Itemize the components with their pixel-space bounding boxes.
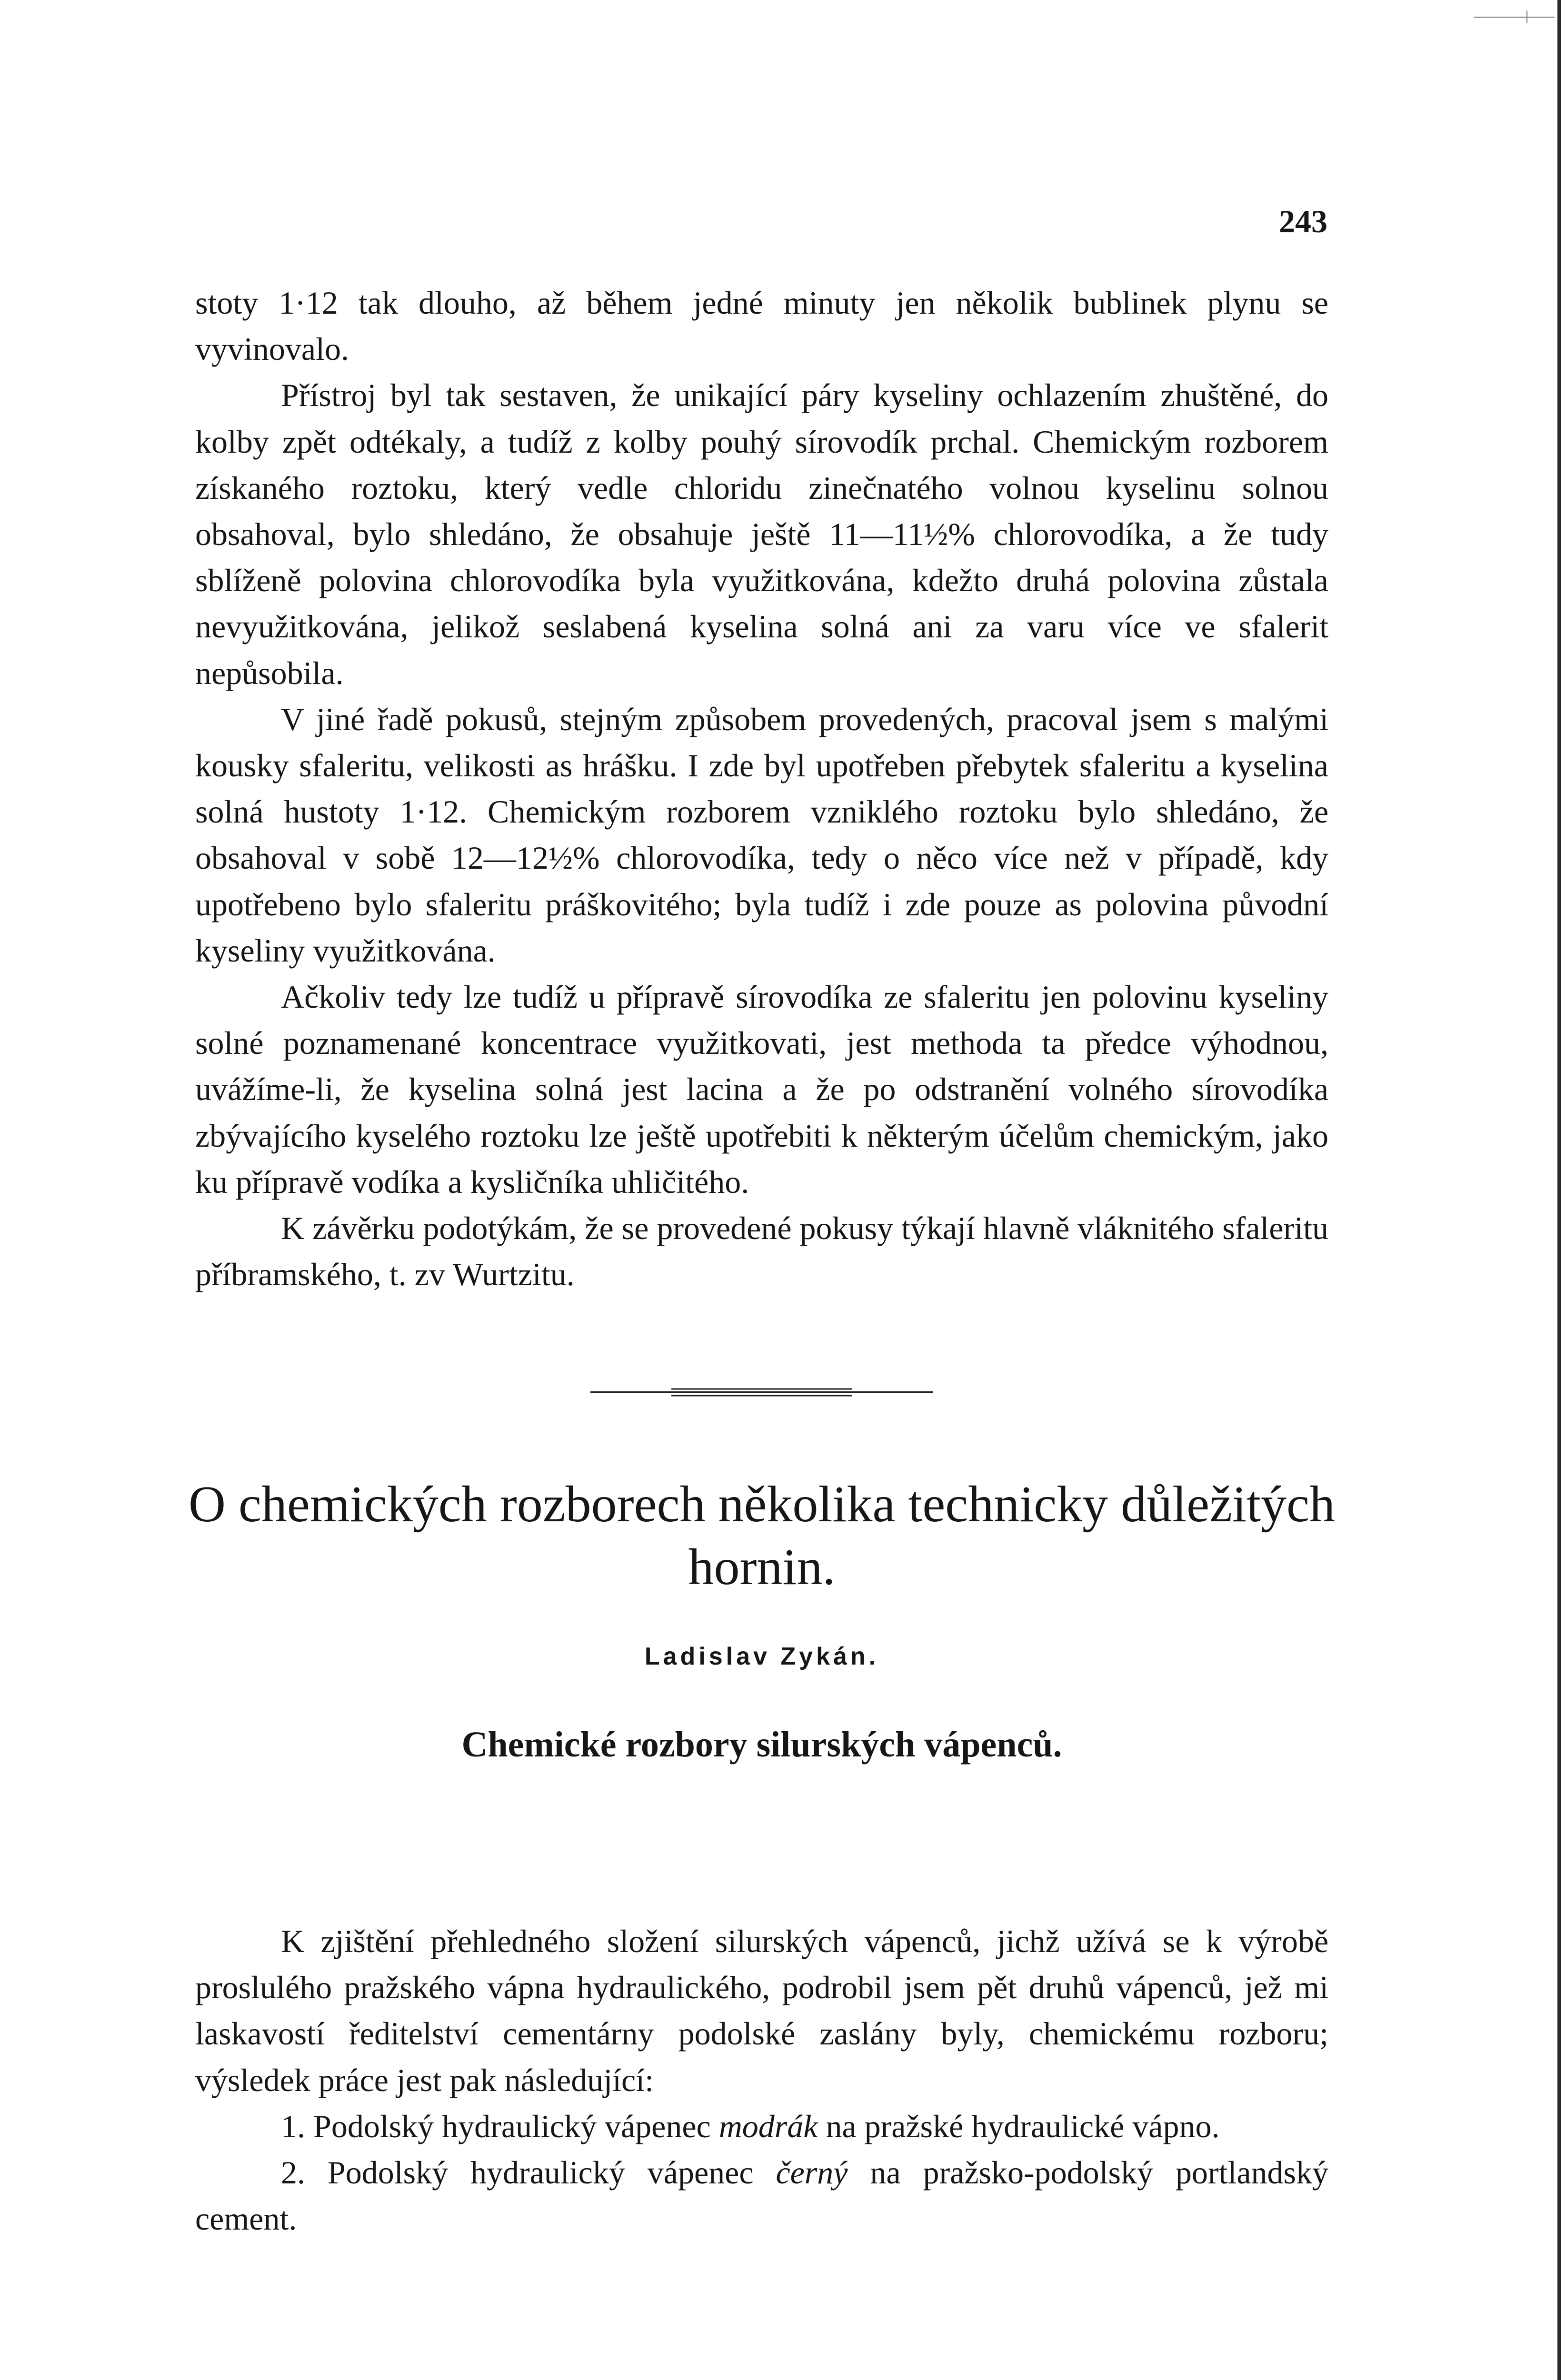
author-name: Ladislav Zykán. [644,1643,879,1670]
paragraph: stoty 1·12 tak dlouho, až během jedné minuty jen několik bublinek plynu se vyvinovalo. [195,285,1328,367]
list-item: 2. Podolský hydraulický vápenec černý na pražsko-podolský portlandský cement. [195,2154,1328,2237]
corner-mark [1474,10,1555,23]
page-number: 243 [1279,203,1327,239]
paragraph: K zjištění přehledného složení silurských vápenců, jichž užívá se k výrobě proslulého pražského vápna hydraulického, podrobil jsem pět druhů vápenců, jež mi laskavostí ředitelství cementárny podolské zaslány byly, chemickému rozboru; výsledek práce jest pak následující: [195,1923,1328,2098]
emphasis: černý [776,2154,848,2191]
list-item: 1. Podolský hydraulický vápenec modrák na pražské hydraulické vápno. [281,2108,1220,2144]
paragraph: V jiné řadě pokusů, stejným způsobem provedených, pracoval jsem s malými kousky sfaleritu, velikosti as hrášku. I zde byl upotřeben přebytek sfaleritu a kyselina solná hustoty 1·12. Chemickým rozborem vzniklého roztoku bylo shledáno, že obsahoval v sobě 12—12½% chlorovodíka, tedy o něco více než v případě, kdy upotřebeno bylo sfaleritu práškovitého; byla tudíž i zde pouze as polovina původní kyseliny využitkována. [195,701,1328,969]
body-text-continuation [195,280,1328,1298]
section-heading: Chemické rozbory silurských vápenců. [461,1725,1062,1765]
page-edge [1557,0,1561,2380]
section-separator [590,1383,933,1402]
paragraph: Ačkoliv tedy lze tudíž u přípravě sírovodíka ze sfaleritu jen polovinu kyseliny solné poznamenané koncentrace využitkovati, jest methoda ta předce výhodnou, uvážíme-li, že kyselina solná jest lacina a že po odstranění volného sírovodíka zbývajícího kyselého roztoku lze ještě upotřebiti k některým účelům chemickým, jako ku přípravě vodíka a kysličníka uhličitého. [195,979,1328,1200]
emphasis: modrák [718,2108,818,2144]
article-body [195,1918,1328,2242]
article-title-line: hornin. [688,1539,836,1596]
article-title-line: O chemických rozborech několika technicky důležitých [188,1476,1335,1533]
paragraph: K závěrku podotýkám, že se provedené pokusy týkají hlavně vláknitého sfaleritu příbramského, t. zv Wurtzitu. [195,1210,1328,1293]
paragraph: Přístroj byl tak sestaven, že unikající páry kyseliny ochlazením zhuštěné, do kolby zpět odtékaly, a tudíž z kolby pouhý sírovodík prchal. Chemickým rozborem získaného roztoku, který vedle chloridu zinečnatého volnou kyselinu solnou obsahoval, bylo shledáno, že obsahuje ještě 11—11½% chlorovodíka, a že tudy sblíženě polovina chlorovodíka byla využitkována, kdežto druhá polovina zůstala nevyužitkována, jelikož seslabená kyselina solná ani za varu více ve sfalerit nepůsobila. [195,377,1328,691]
article-title [152,1473,1371,1599]
